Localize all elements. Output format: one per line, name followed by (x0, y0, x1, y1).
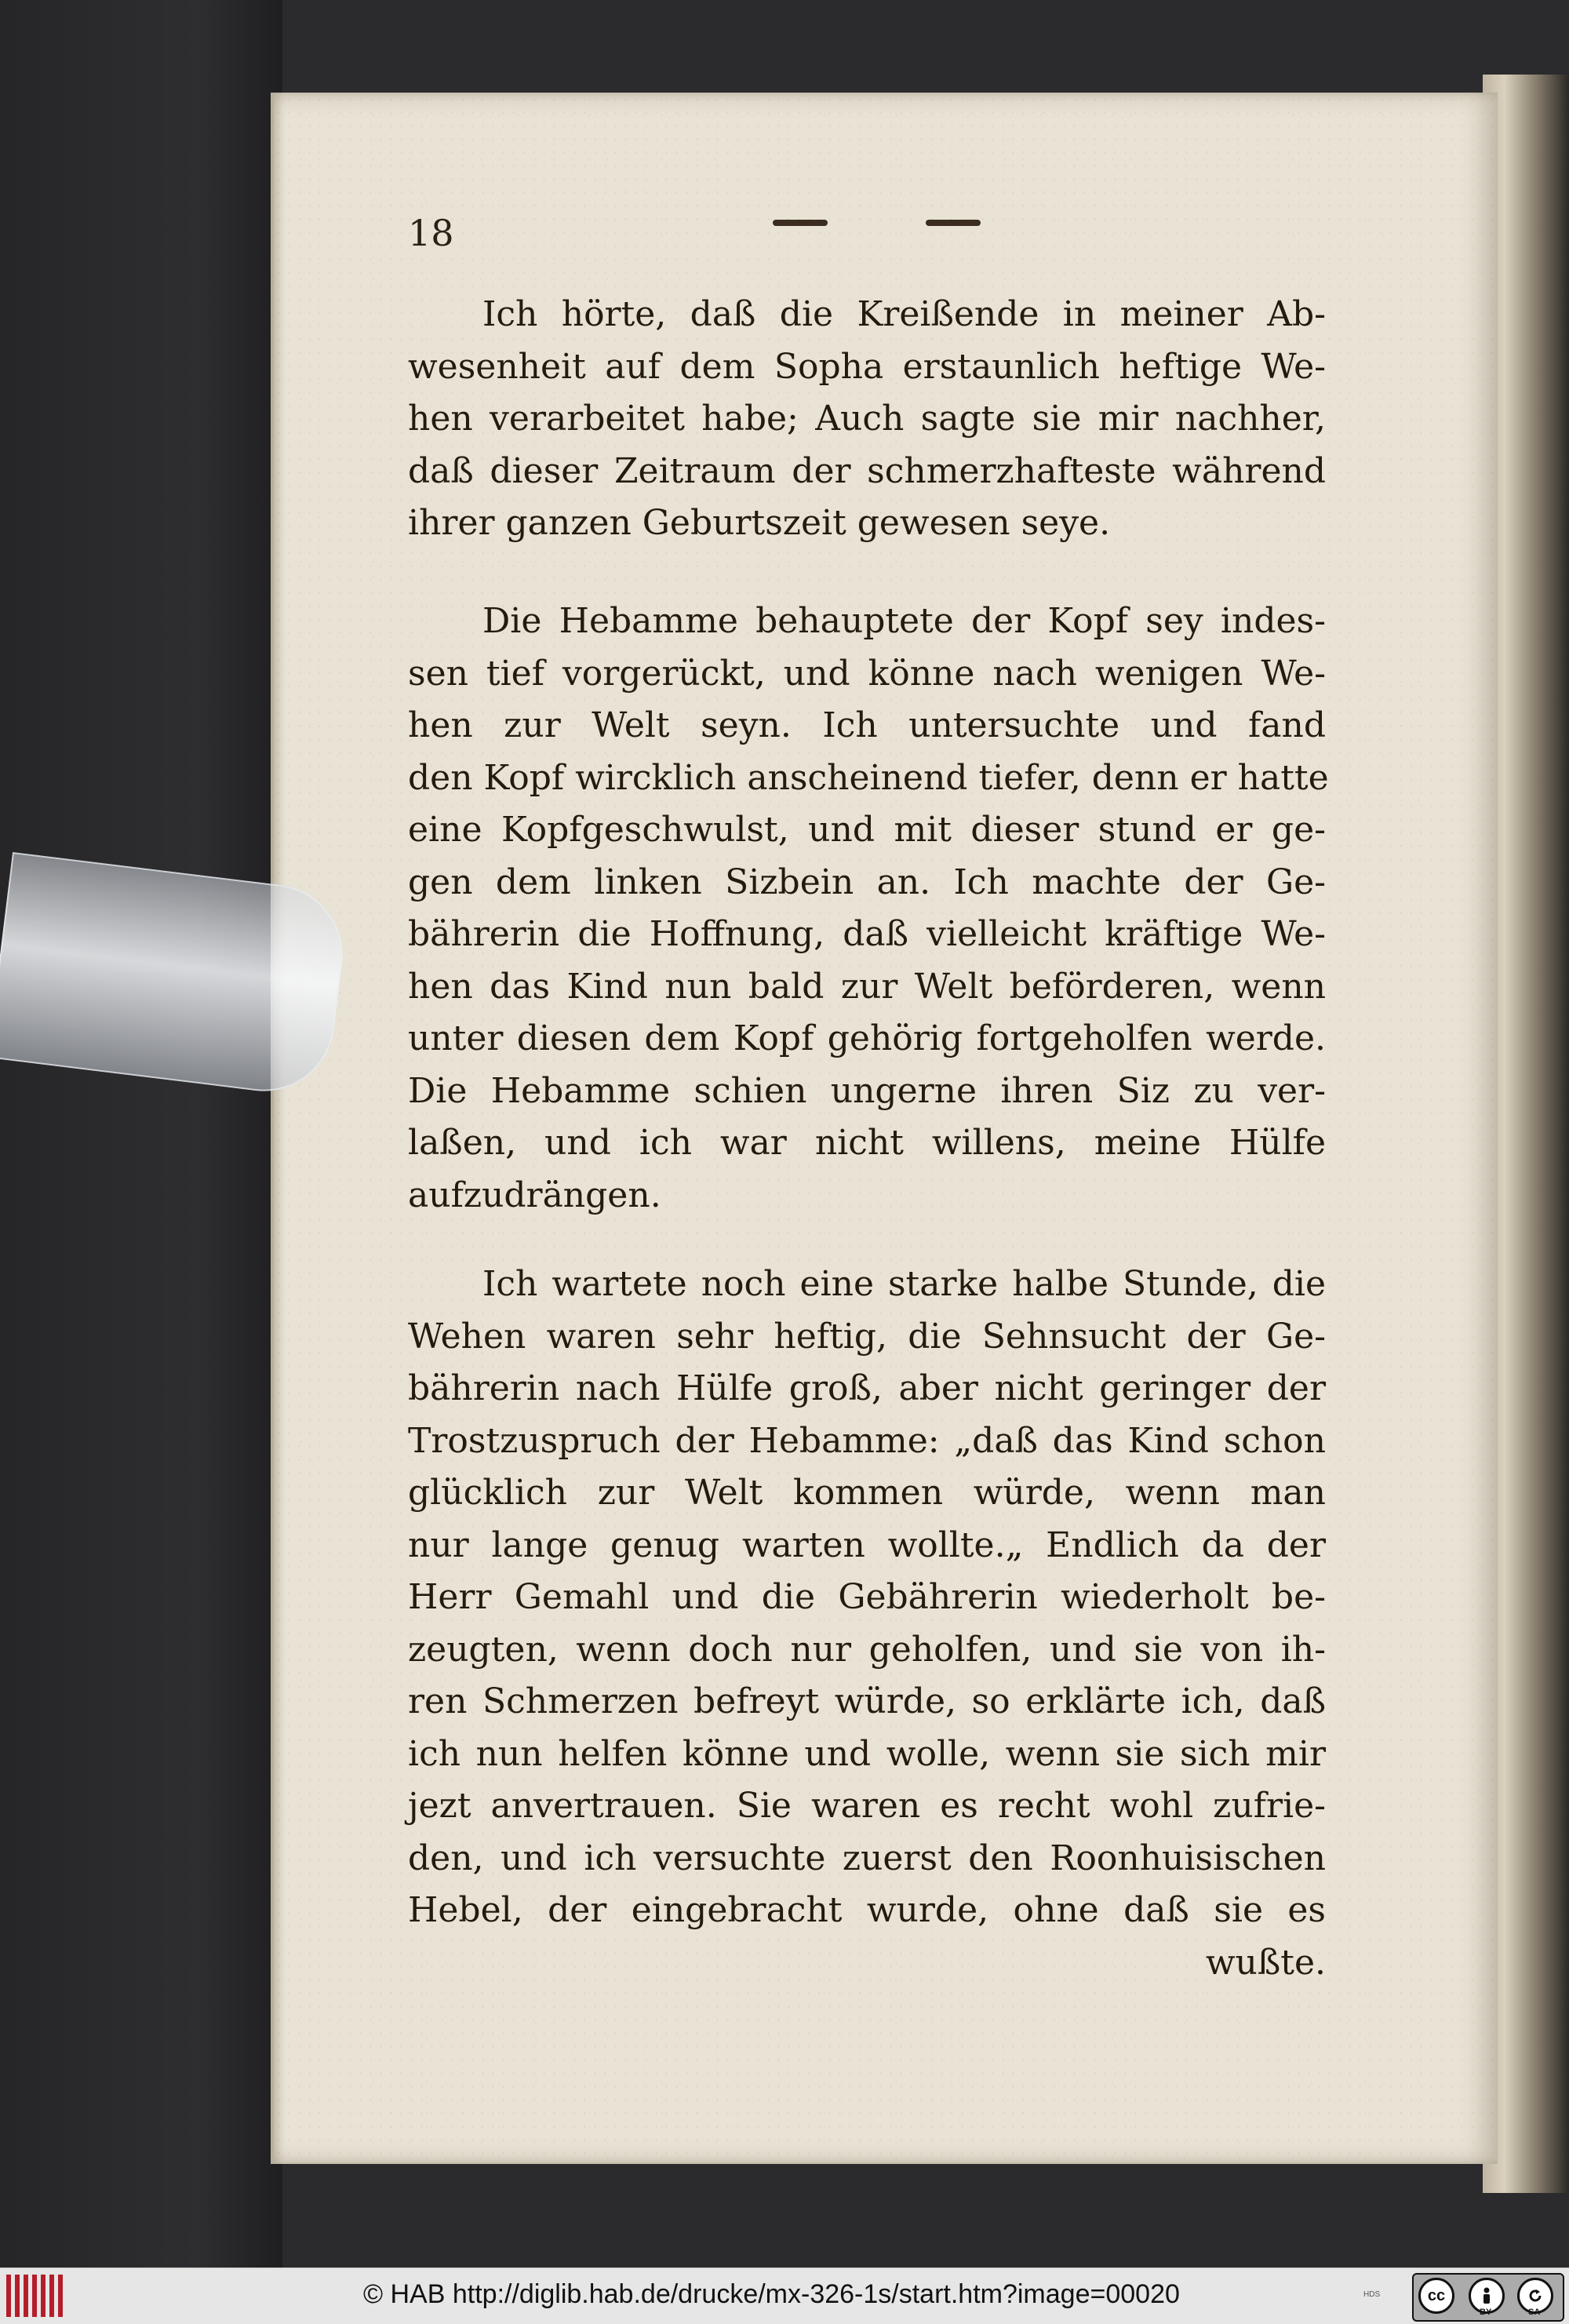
text-line: Herr Gemahl und die Gebährerin wiederholt be- (408, 1577, 1326, 1617)
text-line: jezt anvertrauen. Sie waren es recht wohl zufrie- (408, 1786, 1326, 1826)
text-line: bährerin die Hoffnung, daß vielleicht kräftige We- (408, 914, 1326, 954)
text-line: den Kopf wircklich anscheinend tiefer, denn er hatte (408, 757, 1329, 798)
text-line: zeugten, wenn doch nur geholfen, und sie von ih- (408, 1629, 1326, 1670)
cc-icon: cc (1418, 2278, 1454, 2314)
text-line: glücklich zur Welt kommen würde, wenn man (408, 1473, 1326, 1513)
text-line: Ich hörte, daß die Kreißende in meiner Ab- (482, 294, 1326, 334)
header-ornament-right (926, 220, 981, 226)
text-line: Die Hebamme schien ungerne ihren Siz zu ver- (408, 1070, 1326, 1111)
text-line: unter diesen dem Kopf gehörig fortgeholfen werde. (408, 1018, 1326, 1058)
catchword: wußte. (1205, 1942, 1326, 1983)
text-line: ich nun helfen könne und wolle, wenn sie sich mir (408, 1733, 1326, 1774)
paragraph-1 (408, 289, 1326, 550)
text-line: ihrer ganzen Geburtszeit gewesen seye. (408, 503, 1111, 543)
plastic-page-holder (0, 852, 351, 1099)
text-line: bährerin nach Hülfe groß, aber nicht geringer der (408, 1368, 1326, 1408)
text-line: gen dem linken Sizbein an. Ich machte der Ge- (408, 861, 1326, 902)
text-line: Wehen waren sehr heftig, die Sehnsucht der Ge- (408, 1316, 1326, 1357)
text-line: daß dieser Zeitraum der schmerzhafteste während (408, 450, 1326, 491)
scan-backdrop (0, 0, 282, 2268)
share-alike-arrow-icon (1525, 2286, 1545, 2306)
text-line: den, und ich versuchte zuerst den Roonhuisischen (408, 1838, 1326, 1878)
hab-logo-icon (6, 2275, 66, 2317)
paragraph-3 (408, 1259, 1326, 1989)
sa-label: SA (1528, 2308, 1541, 2317)
text-line: Ich wartete noch eine starke halbe Stunde, die (482, 1264, 1326, 1304)
footer-mark: HDS (1363, 2290, 1381, 2299)
paragraph-2 (408, 596, 1329, 1222)
cc-license-badge[interactable] (1412, 2273, 1564, 2322)
page-number: 18 (408, 212, 454, 254)
text-line: eine Kopfgeschwulst, und mit dieser stund er ge- (408, 810, 1326, 850)
text-line: laßen, und ich war nicht willens, meine Hülfe (408, 1123, 1326, 1163)
by-label: BY (1480, 2308, 1492, 2317)
text-line: hen zur Welt seyn. Ich untersuchte und fand (408, 705, 1326, 745)
text-line: nur lange genug warten wollte.„ Endlich da der (408, 1524, 1326, 1565)
text-line: Hebel, der eingebracht wurde, ohne daß sie es (408, 1890, 1326, 1930)
person-icon (1477, 2286, 1496, 2305)
copyright-link[interactable]: © HAB http://diglib.hab.de/drucke/mx-326-1s/start.htm?image=00020 (363, 2279, 1180, 2309)
text-line: hen verarbeitet habe; Auch sagte sie mir nachher, (408, 399, 1326, 439)
text-line: ren Schmerzen befreyt würde, so erklärte ich, daß (408, 1681, 1326, 1721)
text-line: Trostzuspruch der Hebamme: „daß das Kind schon (408, 1420, 1326, 1461)
text-line: aufzudrängen. (408, 1175, 661, 1215)
text-line: hen das Kind nun bald zur Welt beförderen, wenn (408, 966, 1326, 1007)
text-line: sen tief vorgerückt, und könne nach wenigen We- (408, 653, 1326, 694)
header-ornament-left (773, 220, 828, 226)
viewer-footer (0, 2268, 1569, 2324)
text-line: Die Hebamme behauptete der Kopf sey indes- (482, 601, 1326, 641)
text-line: wesenheit auf dem Sopha erstaunlich heftige We- (408, 346, 1326, 387)
